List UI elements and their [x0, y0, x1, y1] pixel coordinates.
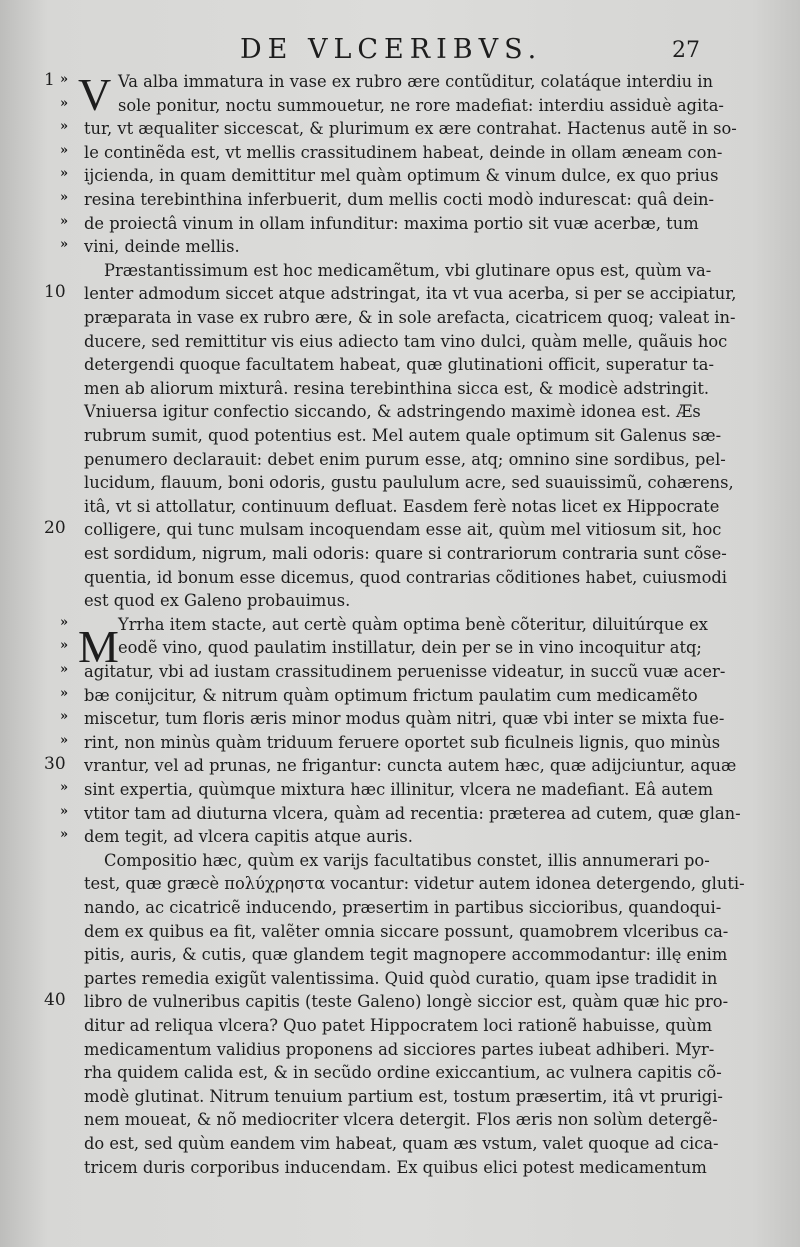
line-number: 20: [44, 518, 66, 539]
line-text: ijcienda, in quam demittitur mel quàm optimum & vinum dulce, ex quo prius: [84, 166, 719, 186]
quotation-mark: »: [60, 662, 69, 677]
text-line: [0, 1038, 800, 1062]
line-text: miscetur, tum floris æris minor modus quàm nitri, quæ vbi inter se mixta fue-: [84, 709, 725, 729]
text-line: [0, 471, 800, 495]
quotation-mark: »: [60, 709, 69, 725]
line-text: rint, non minùs quàm triduum feruere oportet sub ficulneis lignis, quo minùs: [84, 732, 721, 752]
running-title: DE VLCERIBVS.: [240, 34, 543, 65]
line-text: bæ conijcitur, & nitrum quàm optimum frictum paulatim cum medicamẽto: [84, 685, 698, 705]
line-text: men ab aliorum mixturâ. resina terebinthina sicca est, & modicè adstringit.: [84, 378, 710, 398]
text-line: [0, 1061, 800, 1085]
text-line: [0, 1132, 800, 1156]
text-line: [0, 448, 800, 472]
text-line: [0, 778, 800, 802]
quotation-mark: »: [60, 614, 69, 630]
text-line: [0, 282, 800, 306]
line-text: modè glutinat. Nitrum tenuium partium est, tostum præsertim, itâ vt prurigi-: [84, 1086, 723, 1106]
text-line: [0, 235, 800, 259]
line-text: rha quidem calida est, & in secũdo ordine exiccantium, ac vulnera capitis cõ-: [84, 1063, 722, 1083]
text-line: [0, 1085, 800, 1109]
line-text: præparata in vase ex rubro ære, & in sole arefacta, cicatricem quoq; valeat in-: [84, 308, 736, 327]
line-text: eodẽ vino, quod paulatim instillatur, dein per se in vino incoquitur atq;: [118, 638, 702, 658]
line-text: sint expertia, quùmque mixtura hæc illinitur, vlcera ne madefiant. Eâ autem: [84, 780, 714, 799]
text-line: [0, 684, 800, 708]
quotation-mark: »: [60, 166, 69, 182]
text-line: [0, 825, 800, 849]
drop-cap-v: V: [78, 69, 112, 120]
text-line: [0, 802, 800, 826]
line-text: itâ, vt si attollatur, continuum defluat. Easdem ferè notas licet ex Hippocrate: [84, 496, 720, 516]
text-line: [0, 377, 800, 401]
quotation-mark: »: [60, 213, 69, 229]
line-text: vini, deinde mellis.: [84, 237, 240, 257]
quotation-mark: »: [60, 732, 69, 748]
line-text: vrantur, vel ad prunas, ne frigantur: cuncta autem hæc, quæ adijciuntur, aquæ: [84, 756, 737, 776]
text-line: [0, 1156, 800, 1180]
text-line: [0, 990, 800, 1014]
text-line: [0, 660, 800, 684]
text-line: [0, 70, 800, 94]
text-line: [0, 849, 800, 873]
quotation-mark: »: [60, 95, 69, 111]
line-text: tricem duris corporibus inducendam. Ex quibus elici potest medicamentum: [84, 1157, 707, 1177]
text-line: [0, 613, 800, 637]
text-line: [0, 353, 800, 377]
quotation-mark: »: [60, 803, 69, 819]
text-line: [0, 212, 800, 236]
line-text: rubrum sumit, quod potentius est. Mel autem quale optimum sit Galenus sæ-: [84, 426, 722, 445]
line-text: le continẽda est, vt mellis crassitudinem habeat, deinde in ollam æneam con-: [84, 142, 723, 162]
drop-cap-m: M: [78, 621, 119, 672]
text-line: [0, 636, 800, 660]
line-text: medicamentum validius proponens ad sicciores partes iubeat adhiberi. Myr-: [84, 1039, 715, 1059]
line-number: 40: [44, 990, 66, 1011]
text-line: [0, 188, 800, 212]
quotation-mark: »: [60, 685, 69, 701]
text-line: [0, 1014, 800, 1038]
line-text: libro de vulneribus capitis (teste Galeno) longè siccior est, quàm quæ hic pro-: [84, 992, 729, 1012]
text-line: [0, 117, 800, 141]
line-text: nem moueat, & nõ mediocriter vlcera detergit. Flos æris non solùm detergẽ-: [84, 1110, 718, 1130]
line-text: Vniuersa igitur confectio siccando, & adstringendo maximè idonea est. Æs: [84, 402, 701, 422]
line-text: est sordidum, nigrum, mali odoris: quare si contrariorum contraria sunt cõse-: [84, 544, 727, 563]
text-line: [0, 141, 800, 165]
line-text: quentia, id bonum esse dicemus, quod contrarias cõditiones habet, cuiusmodi: [84, 567, 728, 587]
text-line: [0, 566, 800, 590]
line-text: agitatur, vbi ad iustam crassitudinem peruenisse videatur, in succũ vuæ acer-: [84, 662, 726, 681]
line-text: do est, sed quùm eandem vim habeat, quam æs vstum, valet quoque ad cica-: [84, 1134, 719, 1153]
text-line: [0, 400, 800, 424]
line-number: 10: [44, 282, 66, 303]
text-line: [0, 943, 800, 967]
line-text: sole ponitur, noctu summouetur, ne rore madefiat: interdiu assiduè agita-: [118, 95, 724, 115]
line-text: dem ex quibus ea fit, valẽter omnia siccare possunt, quamobrem vlceribus ca-: [84, 921, 729, 941]
text-line: [0, 495, 800, 519]
text-line: [0, 731, 800, 755]
text-line: [0, 707, 800, 731]
line-text: nando, ac cicatricẽ inducendo, præsertim in partibus siccioribus, quandoqui-: [84, 898, 722, 917]
quotation-mark: »: [60, 827, 69, 843]
page-header: [0, 34, 800, 70]
line-text: penumero declarauit: debet enim purum esse, atq; omnino sine sordibus, pel-: [84, 449, 726, 469]
line-text: lenter admodum siccet atque adstringat, ita vt vua acerba, si per se accipiatur,: [84, 284, 737, 304]
text-line: [0, 330, 800, 354]
line-number: 30: [44, 754, 66, 775]
line-text: lucidum, flauum, boni odoris, gustu paululum acre, sed suauissimũ, cohærens,: [84, 473, 734, 493]
line-text: tur, vt æqualiter siccescat, & plurimum ex ære contrahat. Hactenus autẽ in so-: [84, 119, 737, 139]
text-line: [0, 872, 800, 896]
line-text: dem tegit, ad vlcera capitis atque auris.: [84, 827, 413, 847]
quotation-mark: »: [60, 72, 69, 87]
text-line: [0, 920, 800, 944]
line-text: ducere, sed remittitur vis eius adiecto tam vino dulci, quàm melle, quãuis hoc: [84, 331, 728, 351]
text-line: [0, 967, 800, 991]
text-line: [0, 424, 800, 448]
line-text: test, quæ græcè πολύχρηστα vocantur: videtur autem idonea detergendo, gluti-: [84, 874, 745, 894]
line-text: resina terebinthina inferbuerit, dum mellis cocti modò indurescat: quâ dein-: [84, 190, 715, 209]
line-text: Præstantissimum est hoc medicamẽtum, vbi glutinare opus est, quùm va-: [104, 260, 712, 280]
quotation-mark: »: [60, 190, 69, 205]
line-text: detergendi quoque facultatem habeat, quæ glutinationi officit, superatur ta-: [84, 355, 715, 375]
line-text: Yrrha item stacte, aut certè quàm optima benè cõteritur, diluitúrque ex: [118, 614, 708, 634]
line-number: 1: [44, 70, 55, 90]
text-body: [0, 70, 800, 1240]
quotation-mark: »: [60, 142, 69, 158]
text-line: [0, 259, 800, 283]
quotation-mark: »: [60, 638, 69, 654]
line-text: de proiectâ vinum in ollam infunditur: maxima portio sit vuæ acerbæ, tum: [84, 213, 699, 233]
line-text: vtitor tam ad diuturna vlcera, quàm ad recentia: præterea ad cutem, quæ glan-: [84, 803, 741, 823]
text-line: [0, 94, 800, 118]
quotation-mark: »: [60, 119, 69, 135]
text-line: [0, 518, 800, 542]
text-line: [0, 542, 800, 566]
line-text: ditur ad reliqua vlcera? Quo patet Hippocratem loci rationẽ habuisse, quùm: [84, 1016, 713, 1035]
quotation-mark: »: [60, 780, 69, 795]
text-line: [0, 1108, 800, 1132]
text-line: [0, 589, 800, 613]
quotation-mark: »: [60, 237, 69, 253]
text-line: [0, 754, 800, 778]
line-text: colligere, qui tunc mulsam incoquendam esse ait, quùm mel vitiosum sit, hoc: [84, 520, 722, 540]
line-text: Compositio hæc, quùm ex varijs facultatibus constet, illis annumerari po-: [104, 850, 710, 870]
line-text: pitis, auris, & cutis, quæ glandem tegit magnopere accommodantur: illę enim: [84, 945, 728, 965]
text-line: [0, 896, 800, 920]
line-text: partes remedia exigũt valentissima. Quid quòd curatio, quam ipse tradidit in: [84, 968, 718, 988]
line-text: est quod ex Galeno probauimus.: [84, 591, 351, 611]
text-line: [0, 164, 800, 188]
text-line: [0, 306, 800, 330]
page-number: 27: [672, 38, 700, 63]
line-text: Va alba immatura in vase ex rubro ære contũditur, colatáque interdiu in: [118, 72, 714, 91]
